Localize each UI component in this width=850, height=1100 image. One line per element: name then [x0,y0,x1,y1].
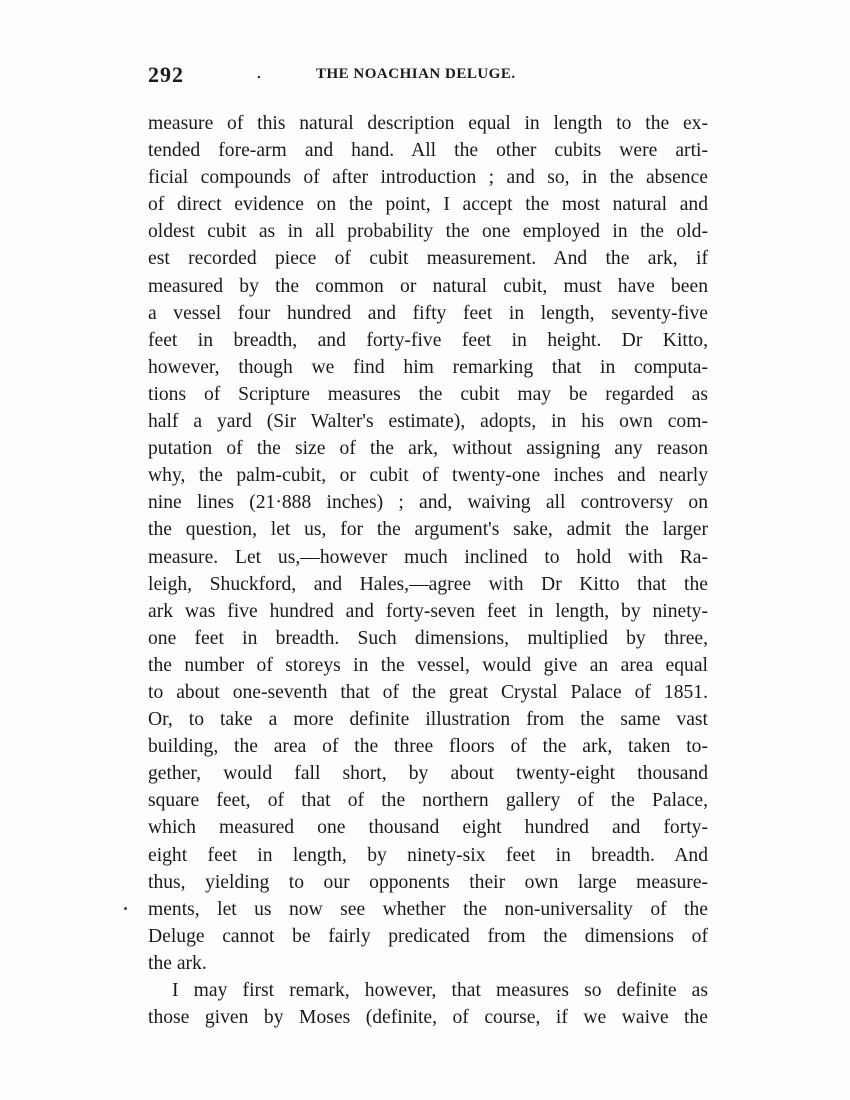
text-line: leigh, Shuckford, and Hales,—agree with Dr Kitto that the [148,573,708,595]
text-line: half a yard (Sir Walter's estimate), adopts, in his own com- [148,411,708,433]
text-line: ficial compounds of after introduction ; and so, in the absence [148,167,708,189]
text-line: measured by the common or natural cubit, must have been [148,275,708,297]
paragraph [148,977,708,1031]
text-line: putation of the size of the ark, without assigning any reason [148,438,708,460]
text-line: ments, let us now see whether the non-universality of the [148,898,708,920]
text-line: gether, would fall short, by about twenty-eight thousand [148,763,708,785]
body-text [148,110,708,1031]
text-line: why, the palm-cubit, or cubit of twenty-one inches and nearly [148,465,708,487]
margin-speck [124,907,127,910]
text-line: ark was five hundred and forty-seven feet in length, by ninety- [148,600,708,622]
text-line: those given by Moses (definite, of course, if we waive the [148,1007,708,1029]
text-line: est recorded piece of cubit measurement. And the ark, if [148,248,708,270]
text-line: I may first remark, however, that measures so definite as [172,980,708,1001]
text-line: square feet, of that of the northern gallery of the Palace, [148,790,708,812]
text-line: tended fore-arm and hand. All the other cubits were arti- [148,140,708,162]
text-line: to about one-seventh that of the great Crystal Palace of 1851. [148,681,708,703]
running-title: THE NOACHIAN DELUGE. [316,66,516,82]
text-line: measure of this natural description equal in length to the ex- [148,113,708,134]
text-line: the number of storeys in the vessel, would give an area equal [148,654,708,676]
text-line: Or, to take a more definite illustration from the same vast [148,709,708,731]
text-line: nine lines (21·888 inches) ; and, waiving all controversy on [148,492,708,514]
text-line: however, though we find him remarking that in computa- [148,356,708,378]
text-line: measure. Let us,—however much inclined to hold with Ra- [148,546,708,568]
page-number: 292 [148,62,184,87]
text-line: Deluge cannot be fairly predicated from the dimensions of [148,925,708,947]
text-line: the ark. [148,952,207,974]
text-line: feet in breadth, and forty-five feet in height. Dr Kitto, [148,329,708,351]
text-line: thus, yielding to our opponents their own large measure- [148,871,708,893]
paragraph [148,110,708,977]
text-line: one feet in breadth. Such dimensions, multiplied by three, [148,627,708,649]
text-line: a vessel four hundred and fifty feet in length, seventy-five [148,302,708,324]
text-line: tions of Scripture measures the cubit may be regarded as [148,383,708,405]
text-line: oldest cubit as in all probability the one employed in the old- [148,221,708,243]
text-line: of direct evidence on the point, I accept the most natural and [148,194,708,216]
header-separator: . [256,62,262,83]
text-line: the question, let us, for the argument's sake, admit the larger [148,519,708,541]
text-line: which measured one thousand eight hundred and forty- [148,817,708,839]
text-line: eight feet in length, by ninety-six feet in breadth. And [148,844,708,866]
running-head [148,62,708,92]
text-line: building, the area of the three floors of the ark, taken to- [148,736,708,758]
